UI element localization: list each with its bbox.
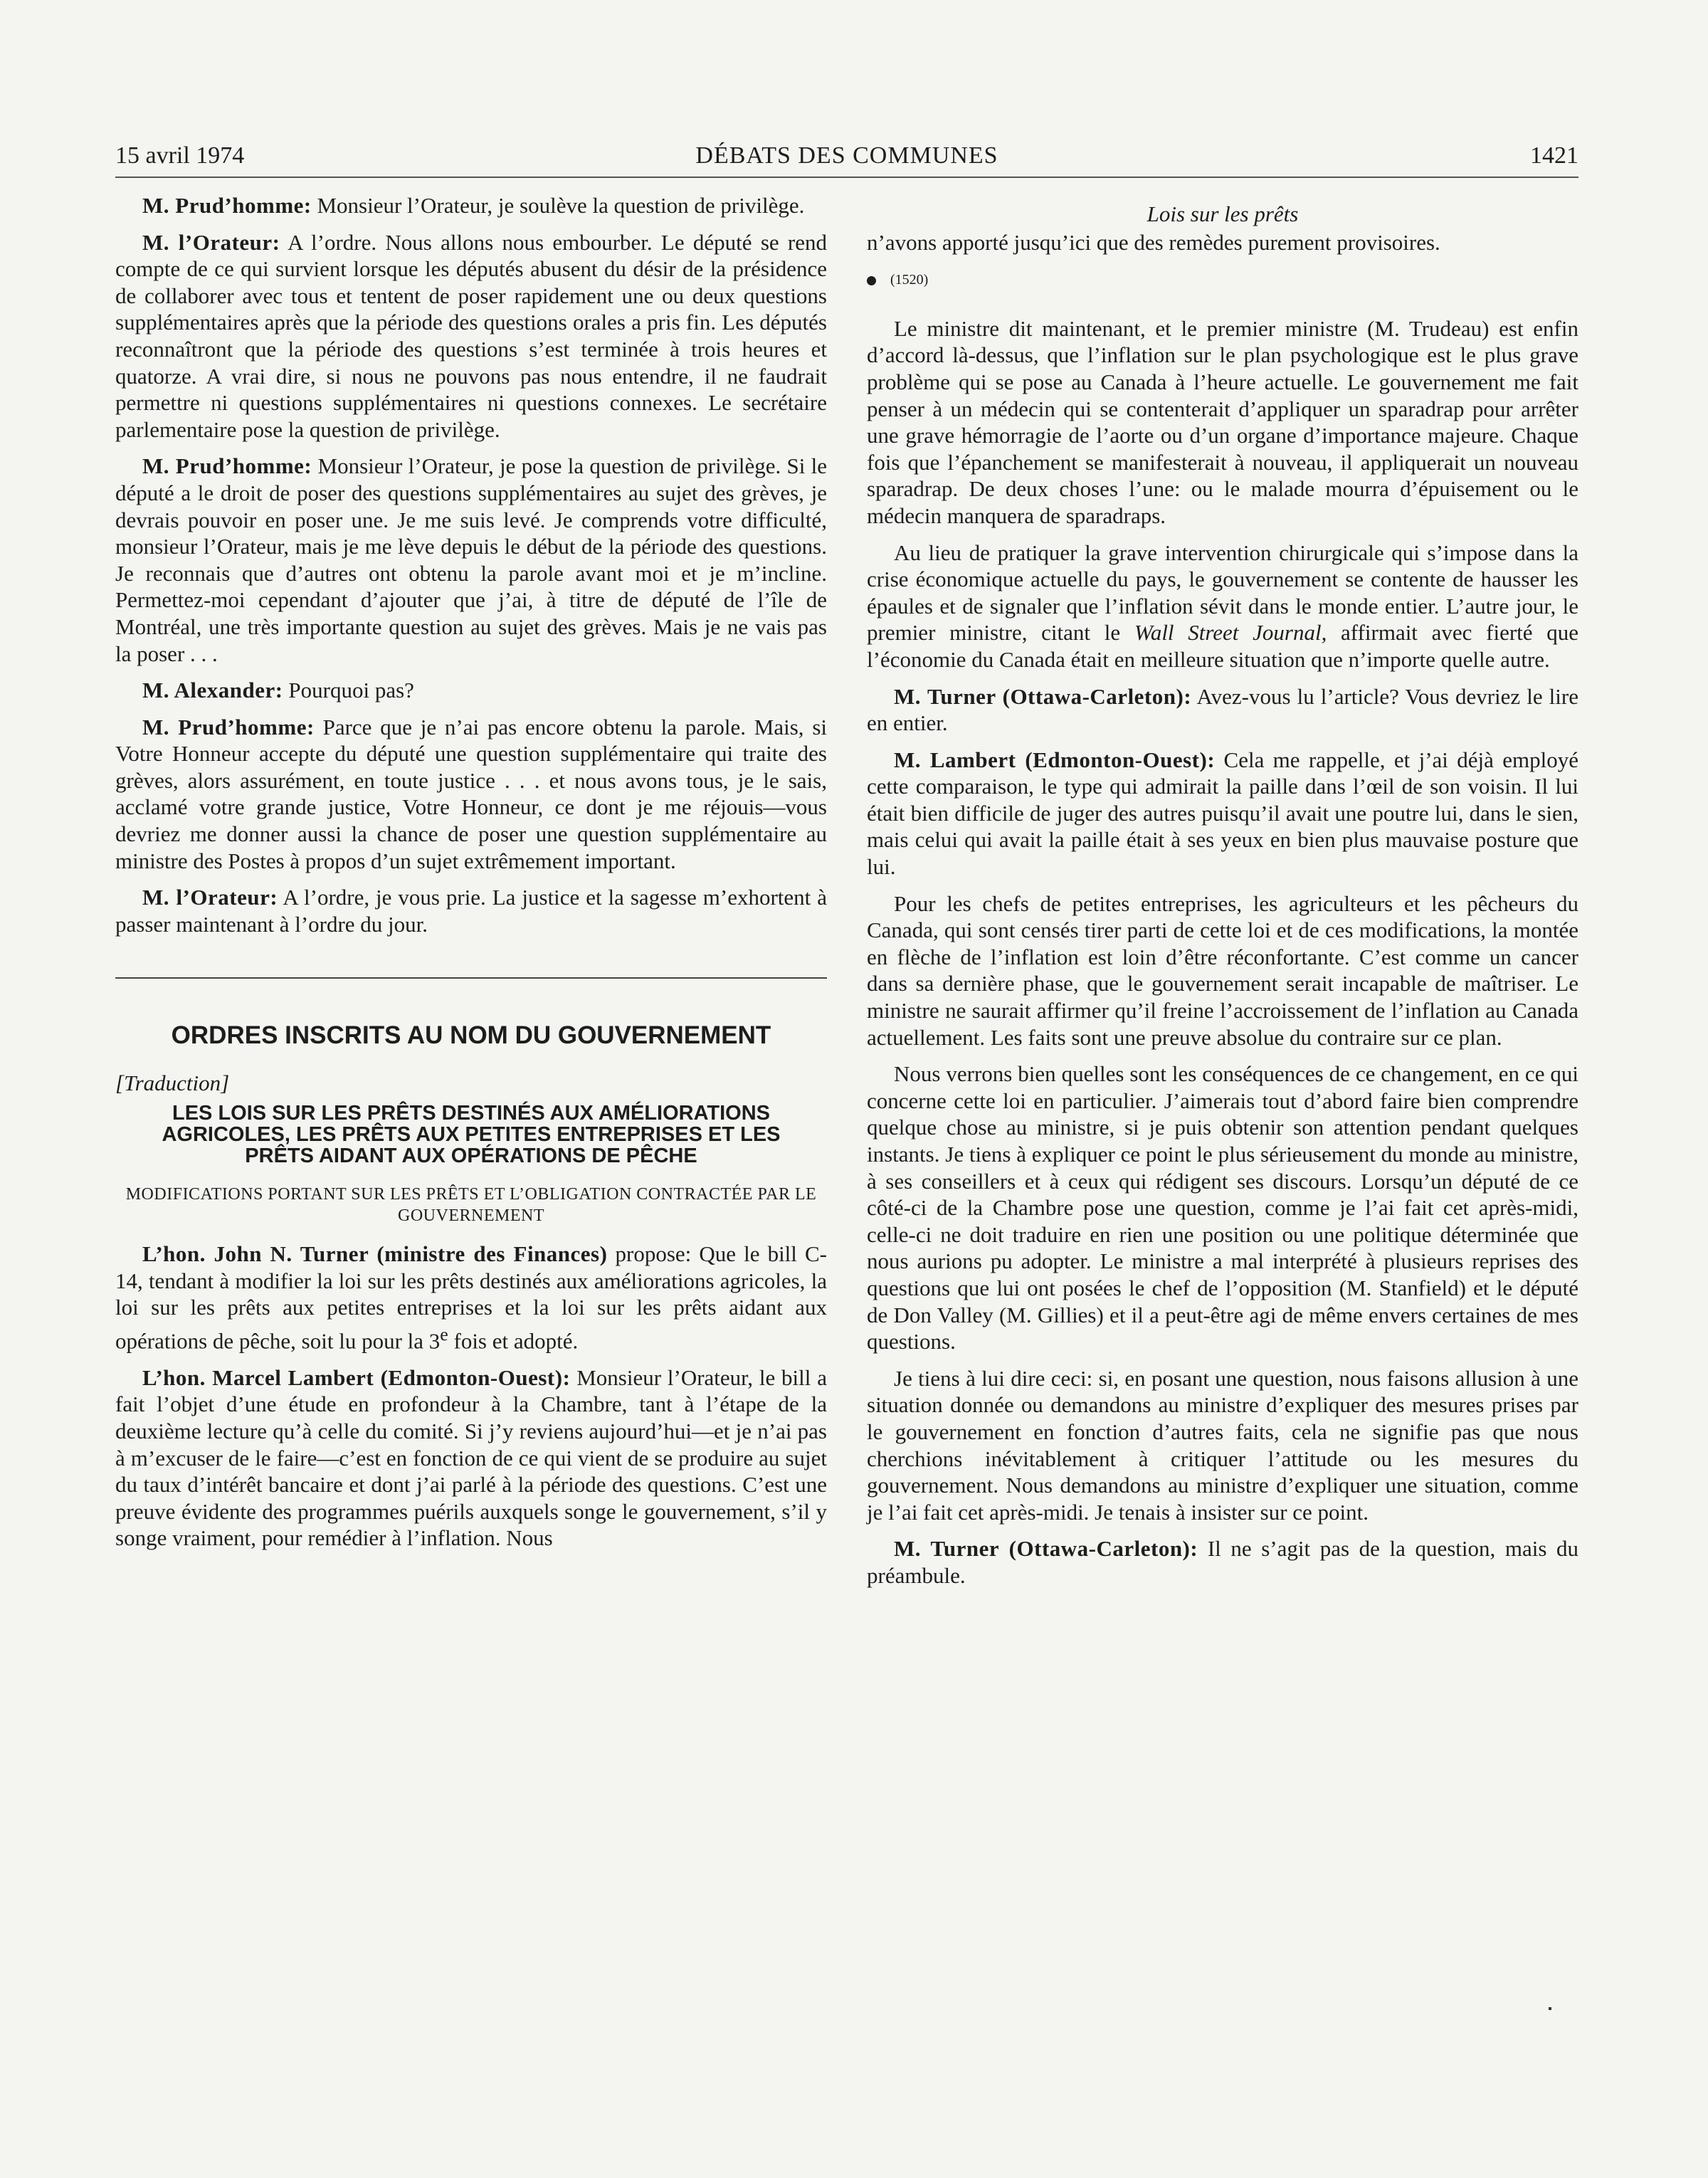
speaker-name: L’hon. Marcel Lambert (Edmonton-Ouest):	[142, 1364, 571, 1390]
right-column	[867, 201, 1578, 1599]
header-date: 15 avril 1974	[115, 142, 245, 169]
speech-paragraph	[115, 453, 827, 667]
speech-text: fois et adopté.	[448, 1328, 579, 1354]
speech-paragraph	[115, 714, 827, 875]
speaker-name: M. l’Orateur:	[142, 885, 278, 910]
page-number: 1421	[1530, 142, 1578, 169]
section-divider	[115, 977, 827, 979]
speaker-name: M. Prud’homme:	[142, 193, 312, 218]
speech-paragraph	[115, 192, 827, 219]
speech-paragraph	[115, 884, 827, 937]
speech-paragraph: n’avons apporté jusqu’ici que des remèdes purement provisoires.	[867, 229, 1440, 255]
speech-text: Pourquoi pas?	[283, 678, 414, 703]
time-marker	[867, 267, 1578, 294]
section-title: ORDRES INSCRITS AU NOM DU GOUVERNEMENT	[171, 1021, 771, 1050]
speech-text: Monsieur l’Orateur, je soulève la question de privilège.	[311, 193, 805, 218]
speech-text: Monsieur l’Orateur, le bill a fait l’objet d’une étude en profondeur à la Chambre, tant à l’étape de la deuxième lecture qu’à celle du comité. Si j’y reviens aujourd’hui—et je n’ai pas à m’excuser de le faire—c’est en fonction de ce qui vient de se produire au sujet du taux d’intérêt bancaire et dont j’ai parlé à la période des questions. C’est une preuve évidente des programmes puérils auxquels songe le gouvernement, s’il y songe vraiment, pour remédier à l’inflation. Nous	[115, 1364, 827, 1551]
speech-text: A l’ordre, je vous prie. La justice et la sagesse m’exhortent à passer maintenant à l’ordre du jour.	[115, 885, 827, 937]
running-header	[115, 141, 1578, 178]
bill-title: LES LOIS SUR LES PRÊTS DESTINÉS AUX AMÉLIORATIONS AGRICOLES, LES PRÊTS AUX PETITES ENTREPRISES ET LES PRÊTS AIDANT AUX OPÉRATIONS DE PÊCHE	[162, 1102, 781, 1168]
bullet-icon	[867, 276, 876, 285]
speech-paragraph: Je tiens à lui dire ceci: si, en posant une question, nous faisons allusion à une situation donnée ou demandons au ministre d’expliquer des mesures prises par le gouvernement en fonction d’autres faits, cela ne signifie pas que nous cherchions inévitablement à critiquer l’attitude ou les mesures du gouvernement. Nous demandons au ministre d’expliquer une situation, comme je l’ai fait cet après-midi. Je tenais à insister sur ce point.	[867, 1365, 1578, 1525]
speech-paragraph	[867, 1535, 1578, 1589]
speech-paragraph	[115, 1364, 827, 1552]
bill-subtitle: MODIFICATIONS PORTANT SUR LES PRÊTS ET L’OBLIGATION CONTRACTÉE PAR LE GOUVERNEMENT	[125, 1185, 817, 1226]
speech-text: Cela me rappelle, et j’ai déjà employé cette comparaison, le type qui admirait la paille dans l’œil de son voisin. Il lui était bien difficile de juger des autres puisqu’il avait une poutre lui, dans le sien, mais celui qui avait la paille était à ses yeux en bien plus mauvaise posture que lui.	[867, 747, 1578, 880]
speech-text: A l’ordre. Nous allons nous embourber. Le député se rend compte de ce qui survient lorsque les députés abusent du désir de la présidence de collaborer avec tous et tentent de poser rapidement une ou deux questions supplémentaires après que la période des questions orales a pris fin. Les députés reconnaîtront que la période des questions s’est terminée à trois heures et quatorze. A vrai dire, si nous ne pouvons pas nous entendre, il ne faudrait permettre ni questions supplémentaires ni questions connexes. Le secrétaire parlementaire pose la question de privilège.	[115, 229, 827, 442]
speaker-name: M. Turner (Ottawa-Carleton):	[894, 1536, 1198, 1562]
speaker-name: M. Prud’homme:	[142, 714, 315, 740]
speech-paragraph	[867, 747, 1578, 880]
speaker-name: M. Prud’homme:	[142, 453, 312, 479]
speech-text: Au lieu de pratiquer la grave intervention chirurgicale qui s’impose dans la crise économique actuelle du pays, le gouvernement se contente de hausser les épaules et de signaler que l’inflation sévit dans le monde entier. L’autre jour, le premier ministre, citant le	[867, 540, 1578, 646]
speech-text: affirmait avec fierté que l’économie du Canada était en meilleure situation que n’importe quelle autre.	[867, 620, 1579, 672]
speech-paragraph: Le ministre dit maintenant, et le premier ministre (M. Trudeau) est enfin d’accord là-dessus, que l’inflation sur le plan psychologique est le plus grave problème qui se pose au Canada à l’heure actuelle. Le gouvernement me fait penser à un médecin qui se contenterait d’appliquer un sparadrap pour arrêter une grave hémorragie de l’aorte ou d’un organe d’importance majeure. Chaque fois que l’épanchement se manifesterait à nouveau, il appliquerait un nouveau sparadrap. De deux choses l’une: ou le malade mourra d’épuisement ou le médecin manquera de sparadraps.	[867, 315, 1578, 528]
speech-paragraph	[867, 683, 1578, 737]
speaker-name: M. l’Orateur:	[142, 229, 280, 255]
left-column	[115, 192, 827, 1562]
column-heading: Lois sur les prêts	[1146, 201, 1299, 226]
speaker-name: M. Turner (Ottawa-Carleton):	[894, 683, 1192, 709]
translation-note: [Traduction]	[115, 1070, 230, 1096]
speaker-name: M. Lambert (Edmonton-Ouest):	[894, 747, 1216, 772]
publication-title: Wall Street Journal,	[1134, 620, 1327, 646]
speech-paragraph	[115, 1241, 827, 1354]
superscript: e	[440, 1323, 448, 1345]
speech-paragraph	[115, 677, 827, 704]
speech-text: propose: Que le bill C-14, tendant à modifier la loi sur les prêts destinés aux améliorations agricoles, la loi sur les prêts aux petites entreprises et la loi sur les prêts aidant aux opérations de pêche, soit lu pour la 3	[115, 1241, 827, 1354]
speech-paragraph	[115, 229, 827, 443]
speaker-name: L’hon. John N. Turner (ministre des Finances)	[142, 1241, 608, 1267]
speech-text: Parce que je n’ai pas encore obtenu la parole. Mais, si Votre Honneur accepte du député une question supplémentaire qui traite des grèves, alors assurément, en toute justice . . . et nous avons tous, je le sais, acclamé votre grande justice, Votre Honneur, ce dont je me réjouis—vous devriez me donner aussi la chance de poser une question supplémentaire au ministre des Postes à propos d’un sujet extrêmement important.	[115, 714, 828, 873]
speech-paragraph: Nous verrons bien quelles sont les conséquences de ce changement, en ce qui concerne cette loi en particulier. J’aimerais tout d’abord faire bien comprendre quelque chose au ministre, si je puis obtenir son attention pendant quelques instants. Je tiens à expliquer ce point le plus sérieusement du monde au ministre, à ses conseillers et à ceux qui rédigent ses discours. Lorsqu’un député de ce côté-ci de la Chambre pose une question, comme je l’ai fait cet après-midi, celle-ci ne doit traduire en rien une position ou une politique déterminée que nous aurions pu adopter. Le ministre a mal interprété à plusieurs reprises des questions que lui ont posées le chef de l’opposition (M. Stanfield) et le député de Don Valley (M. Gillies) et il a peut-être agi de même envers certaines de mes questions.	[867, 1061, 1578, 1354]
speech-paragraph: Pour les chefs de petites entreprises, les agriculteurs et les pêcheurs du Canada, qui sont censés tirer parti de cette loi et de ces modifications, la montée en flèche de l’inflation est loin d’être réconfortante. C’est comme un cancer dans sa dernière phase, que le gouvernement serait incapable de maîtriser. Le ministre ne saurait affirmer qu’il freine l’accroissement de l’inflation au Canada actuellement. Les faits sont une preuve absolue du contraire sur ce plan.	[867, 890, 1578, 1050]
time-marker-text: (1520)	[890, 272, 929, 288]
speech-text: Il ne s’agit pas de la question, mais du préambule.	[867, 1536, 1578, 1588]
header-title: DÉBATS DES COMMUNES	[695, 142, 998, 169]
print-mark	[1549, 2007, 1551, 2010]
speech-paragraph	[867, 540, 1578, 673]
speech-text: Avez-vous lu l’article? Vous devriez le lire en entier.	[867, 683, 1578, 736]
speaker-name: M. Alexander:	[142, 678, 283, 703]
speech-text: Monsieur l’Orateur, je pose la question de privilège. Si le député a le droit de poser des questions supplémentaires au sujet des grèves, je devrais pouvoir en poser une. Je me suis levé. Je comprends votre difficulté, monsieur l’Orateur, mais je me lève depuis le début de la période des questions. Je reconnais que d’autres ont obtenu la parole avant moi et je m’incline. Permettez-moi cependant d’ajouter que j’ai, à titre de député de l’île de Montréal, une très importante question au sujet des grèves. Mais je ne vais pas la poser . . .	[115, 453, 827, 666]
